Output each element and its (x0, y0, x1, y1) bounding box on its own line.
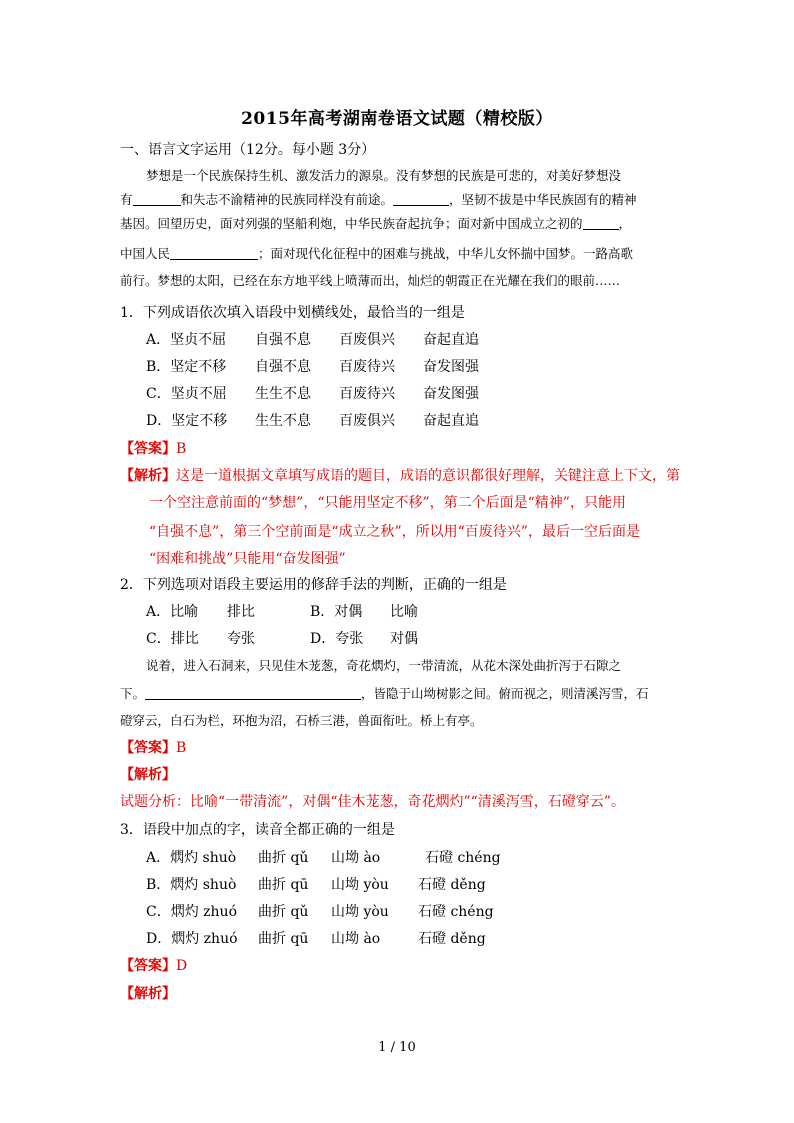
q1-option-c-1: C．坚贞不屈 (146, 386, 227, 402)
passage-line: 磴穿云，白石为栏，环抱为沼，石桥三港，兽面衔吐。桥上有亭。 (120, 713, 483, 728)
analysis-line: “困难和挑战”只能用“奋发图强” (149, 551, 346, 567)
answer-value: B (176, 441, 187, 457)
answer-value: D (176, 958, 188, 974)
passage-text: ，坚韧不拔是中华民族固有的精神 (449, 192, 637, 207)
q2-option-d-1: D．夸张 (310, 631, 364, 647)
question-stem: 3．语段中加点的字，读音全都正确的一组是 (120, 822, 395, 838)
passage-text: ，皆隐于山坳树影之间。俯而视之，则清溪泻雪，石 (361, 686, 649, 701)
q1-option-b-4: 奋发图强 (423, 359, 479, 375)
q3-option-d-1: D．熌灼 zhuó (146, 931, 238, 947)
passage-text: ；面对现代化征程中的困难与挑战，中华儿女怀揣中国梦。一路高歌 (258, 246, 634, 261)
passage-text: 下。 (120, 686, 146, 701)
analysis-line (120, 764, 176, 784)
q2-option-a-1: A．比喻 (146, 604, 199, 620)
q2-option-b-2: 比喻 (390, 604, 418, 620)
q1-option-c-2: 生生不息 (255, 386, 311, 402)
q1-option-b-1: B．坚定不移 (146, 359, 227, 375)
q2-option-b-1: B．对偶 (310, 604, 363, 620)
answer-label: 【答案】 (120, 958, 176, 974)
passage-text: 和失志不渝精神的民族同样没有前途。 (180, 192, 394, 207)
document-title: 2015年高考湖南卷语文试题（精校版） (241, 109, 553, 129)
q1-option-a-1: A．坚贞不屈 (146, 332, 227, 348)
q1-option-b-2: 自强不息 (255, 359, 311, 375)
passage-text: 基因。回望历史，面对列强的坚船利炮，中华民族奋起抗争；面对新中国成立之初的 (120, 216, 583, 231)
answer-line (120, 955, 187, 975)
q3-option-b-1: B．熌灼 shuò (146, 877, 237, 893)
passage-line (120, 214, 631, 232)
passage-line: 说着，进入石洞来，只见佳木茏葱，奇花熌灼，一带清流，从花木深处曲折泻于石隙之 (146, 658, 622, 673)
q1-option-a-4: 奋起直追 (423, 332, 479, 348)
q3-option-d-2: 曲折 qū (258, 931, 309, 947)
q3-option-a-1: A．熌灼 shuò (146, 850, 237, 866)
q3-option-b-3: 山坳 yòu (331, 877, 389, 893)
q3-option-a-4: 石磴 chéng (425, 850, 501, 866)
analysis-line (120, 983, 176, 1003)
q2-option-d-2: 对偶 (390, 631, 418, 647)
q3-option-a-3: 山坳 ào (331, 850, 381, 866)
passage-text: 有 (120, 192, 133, 207)
q3-option-c-3: 山坳 yòu (331, 904, 389, 920)
fill-blank (145, 685, 361, 700)
q3-option-a-2: 曲折 qǔ (258, 850, 309, 866)
section-heading: 一、语言文字运用（12分。每小题 3分） (120, 142, 376, 158)
answer-line (120, 737, 186, 757)
fill-blank (133, 191, 181, 206)
analysis-line (120, 465, 680, 485)
q3-option-b-2: 曲折 qū (258, 877, 309, 893)
answer-line (120, 438, 186, 458)
analysis-label: 【解析】 (120, 986, 176, 1002)
analysis-label: 【解析】 (120, 767, 176, 783)
q1-option-a-3: 百废俱兴 (339, 332, 395, 348)
fill-blank (393, 191, 449, 206)
analysis-line: 一个空注意前面的“梦想”，“只能用坚定不移”，第二个后面是“精神”，只能用 (149, 495, 626, 511)
question-stem: 2．下列选项对语段主要运用的修辞手法的判断，正确的一组是 (120, 577, 507, 593)
passage-line (120, 190, 637, 208)
q1-option-d-4: 奋起直追 (423, 413, 479, 429)
q3-option-b-4: 石磴 děng (418, 877, 486, 893)
analysis-line: 试题分析：比喻“一带清流”，对偶“佳木茏葱，奇花熌灼”“清溪泻雪，石磴穿云”。 (120, 794, 625, 810)
passage-text: 中国人民 (120, 246, 171, 261)
passage-line: 前行。梦想的太阳，已经在东方地平线上喷薄而出，灿烂的朝霞正在光耀在我们的眼前…… (120, 273, 621, 288)
q3-option-c-2: 曲折 qǔ (258, 904, 309, 920)
page-number: 1 / 10 (378, 1040, 416, 1055)
q3-option-c-1: C．熌灼 zhuó (146, 904, 237, 920)
passage-line: 梦想是一个民族保持生机、激发活力的源泉。没有梦想的民族是可悲的，对美好梦想没 (146, 168, 622, 183)
question-stem: 1．下列成语依次填入语段中划横线处，最恰当的一组是 (120, 305, 465, 321)
analysis-label: 【解析】 (120, 468, 176, 484)
q1-option-c-3: 百废待兴 (339, 386, 395, 402)
answer-label: 【答案】 (120, 441, 176, 457)
q2-option-a-2: 排比 (227, 604, 255, 620)
q3-option-d-3: 山坳 ào (331, 931, 381, 947)
q2-option-c-1: C．排比 (146, 631, 199, 647)
q3-option-c-4: 石磴 chéng (418, 904, 494, 920)
passage-line (120, 684, 649, 702)
q2-option-c-2: 夸张 (227, 631, 255, 647)
q1-option-b-3: 百废待兴 (339, 359, 395, 375)
q1-option-d-2: 生生不息 (255, 413, 311, 429)
passage-line (120, 244, 633, 262)
q1-option-d-1: D．坚定不移 (146, 413, 228, 429)
fill-blank (583, 215, 619, 230)
answer-label: 【答案】 (120, 740, 176, 756)
answer-value: B (176, 740, 187, 756)
q1-option-d-3: 百废俱兴 (339, 413, 395, 429)
fill-blank (170, 245, 258, 260)
q1-option-c-4: 奋发图强 (423, 386, 479, 402)
q1-option-a-2: 自强不息 (255, 332, 311, 348)
analysis-text: 这是一道根据文章填写成语的题目，成语的意识都很好理解，关键注意上下文，第 (176, 468, 680, 484)
analysis-line: “自强不息”，第三个空前面是“成立之秋”，所以用“百废待兴”，最后一空后面是 (149, 524, 640, 540)
q3-option-d-4: 石磴 děng (418, 931, 486, 947)
passage-text: ， (618, 216, 632, 231)
